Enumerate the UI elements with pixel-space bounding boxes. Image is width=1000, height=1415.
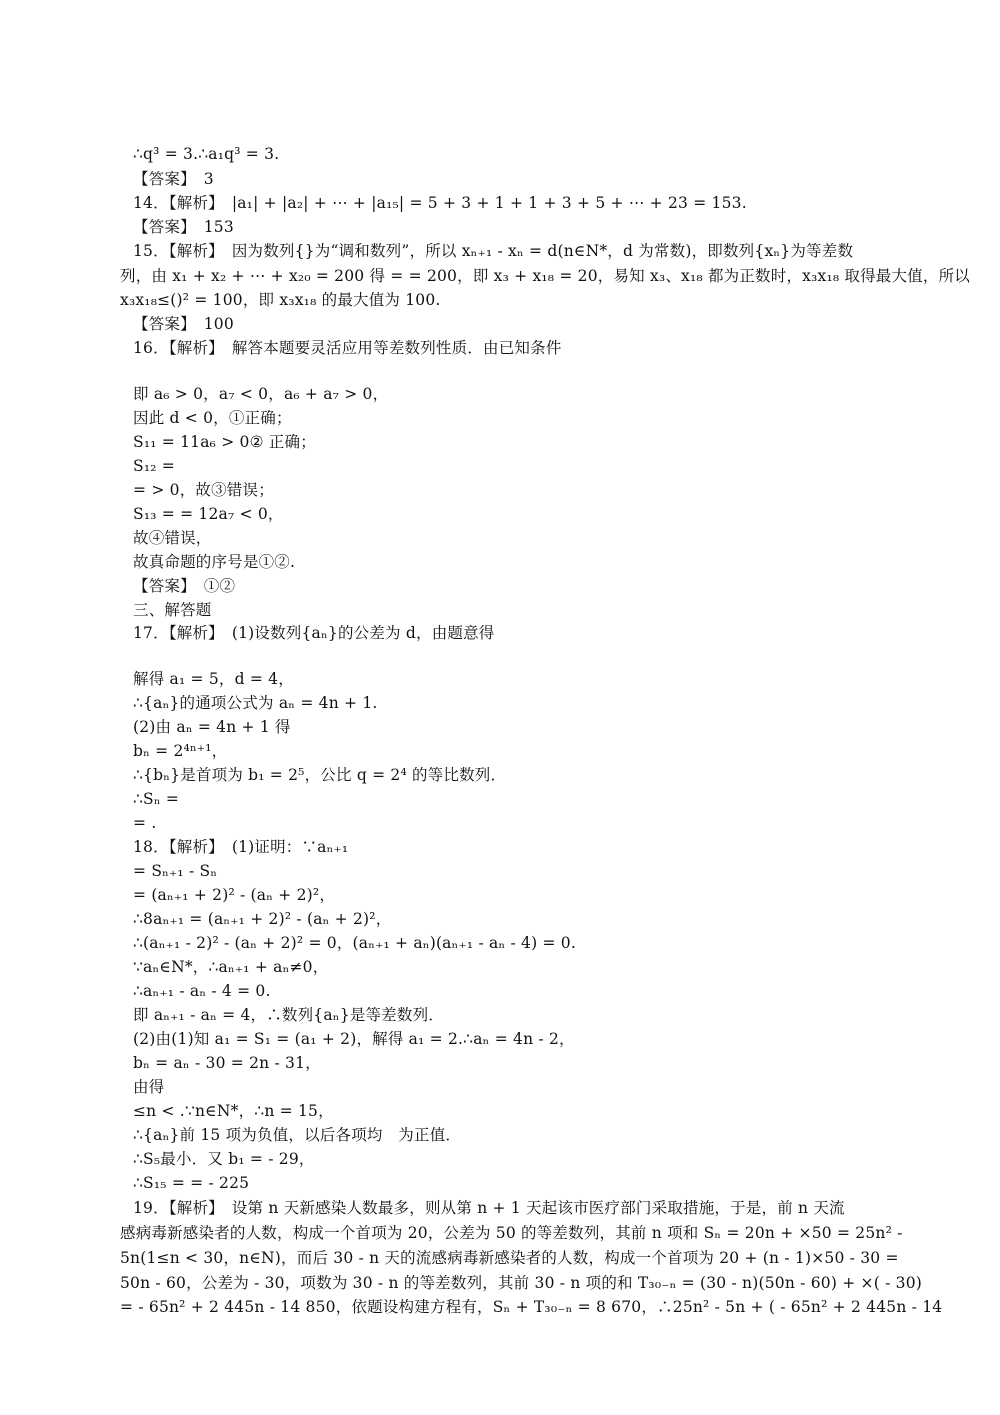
text-line: bₙ = 2⁴ⁿ⁺¹， [133,742,228,760]
text-line: 感病毒新感染者的人数，构成一个首项为 20，公差为 50 的等差数列，其前 n 项和 Sₙ = 20n + ×50 = 25n² - [120,1224,903,1242]
text-line: x₃x₁₈≤()² = 100，即 x₃x₁₈ 的最大值为 100. [120,291,441,309]
answer-line: 【答案】 ①② [133,577,236,595]
text-line: 因此 d < 0，①正确； [133,409,292,427]
text-line: S₁₃ = = 12a₇ < 0， [133,505,284,523]
text-line: 由得 [133,1078,165,1096]
text-line: 50n - 60，公差为 - 30，项数为 30 - n 的等差数列，其前 30 - n 项的和 T₃₀₋ₙ = (30 - n)(50n - 60) + ×( - 30) [120,1274,923,1292]
text-line: ∴{aₙ}前 15 项为负值，以后各项均 为正值． [133,1126,462,1144]
text-line: ∴Sₙ = [133,790,180,808]
text-line: S₁₁ = 11a₆ > 0② 正确； [133,433,316,451]
text-line: ≤n < .∵n∈N*，∴n = 15， [133,1102,334,1120]
answer-line: 【答案】 153 [133,218,234,236]
solution-14-line: 14．【解析】 |a₁| + |a₂| + ⋯ + |a₁₅| = 5 + 3 + 1 + 1 + 3 + 5 + ⋯ + 23 = 153. [133,194,747,212]
text-line: 列，由 x₁ + x₂ + ⋯ + x₂₀ = 200 得 = = 200，即 x₃ + x₁₈ = 20，易知 x₃、x₁₈ 都为正数时，x₃x₁₈ 取得最大值，所以 [120,267,971,285]
text-line: ∵aₙ∈N*，∴aₙ₊₁ + aₙ≠0， [133,958,329,976]
text-line: ∴q³ = 3.∴a₁q³ = 3. [133,145,280,163]
solution-17-line: 17．【解析】 (1)设数列{aₙ}的公差为 d，由题意得 [133,624,495,642]
text-line: 即 aₙ₊₁ - aₙ = 4，∴数列{aₙ}是等差数列． [133,1006,444,1024]
solution-16-line: 16．【解析】 解答本题要灵活应用等差数列性质．由已知条件 [133,339,562,357]
text-line: 即 a₆ > 0，a₇ < 0，a₆ + a₇ > 0， [133,385,389,403]
text-line: ∴(aₙ₊₁ - 2)² - (aₙ + 2)² = 0，(aₙ₊₁ + aₙ)(aₙ₊₁ - aₙ - 4) = 0. [133,934,576,952]
text-line: bₙ = aₙ - 30 = 2n - 31， [133,1054,321,1072]
text-line: 故④错误， [133,529,212,547]
text-line: (2)由(1)知 a₁ = S₁ = (a₁ + 2)，解得 a₁ = 2.∴aₙ = 4n - 2， [133,1030,575,1048]
text-line: ∴aₙ₊₁ - aₙ - 4 = 0. [133,982,271,1000]
answer-line: 【答案】 100 [133,315,234,333]
solution-15-line: 15．【解析】 因为数列{}为“调和数列”，所以 xₙ₊₁ - xₙ = d(n∈N*，d 为常数)，即数列{xₙ}为等差数 [133,242,854,260]
text-line: = - 65n² + 2 445n - 14 850，依题设构建方程有，Sₙ + T₃₀₋ₙ = 8 670，∴25n² - 5n + ( - 65n² + 2 445n - 14 [120,1298,943,1316]
text-line: ∴{bₙ}是首项为 b₁ = 2⁵，公比 q = 2⁴ 的等比数列． [133,766,507,784]
text-line: S₁₂ = [133,457,175,475]
text-line: = Sₙ₊₁ - Sₙ [133,862,218,880]
text-line: 故真命题的序号是①②. [133,553,296,571]
text-line: (2)由 aₙ = 4n + 1 得 [133,718,291,736]
text-line: 5n(1≤n < 30，n∈N)，而后 30 - n 天的流感病毒新感染者的人数，构成一个首项为 20 + (n - 1)×50 - 30 = [120,1249,899,1267]
solution-18-line: 18．【解析】 (1)证明：∵aₙ₊₁ [133,838,349,856]
text-line: ∴S₅最小．又 b₁ = - 29， [133,1150,315,1168]
solution-19-line: 19．【解析】 设第 n 天新感染人数最多，则从第 n + 1 天起该市医疗部门采取措施，于是，前 n 天流 [133,1199,845,1217]
text-line: ∴{aₙ}的通项公式为 aₙ = 4n + 1. [133,694,378,712]
text-line: ∴S₁₅ = = - 225 [133,1174,250,1192]
text-line: ∴8aₙ₊₁ = (aₙ₊₁ + 2)² - (aₙ + 2)²， [133,910,392,928]
text-line: 解得 a₁ = 5，d = 4， [133,670,294,688]
text-line: = (aₙ₊₁ + 2)² - (aₙ + 2)²， [133,886,336,904]
text-line: = . [133,814,157,832]
section-heading: 三、解答题 [133,601,212,619]
answer-line: 【答案】 3 [133,170,214,188]
text-line: = > 0，故③错误； [133,481,274,499]
